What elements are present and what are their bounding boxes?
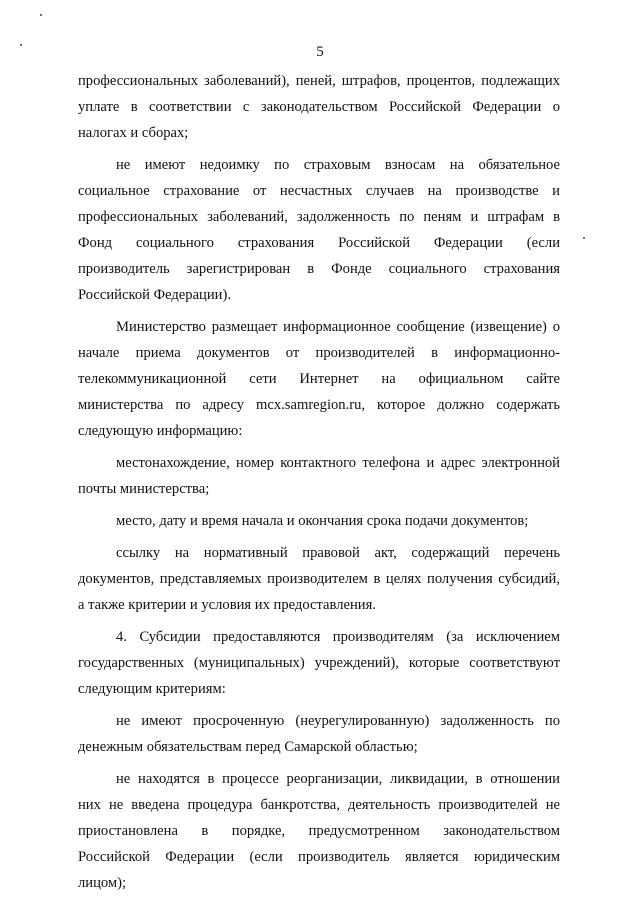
text-line: начале приема документов от производителей в информационно-	[78, 345, 560, 361]
scan-speck	[20, 44, 22, 46]
text-line: документов, представляемых производителем в целях получения субсидий,	[78, 571, 560, 587]
text-line: местонахождение, номер контактного телефона и адрес электронной	[116, 455, 560, 471]
paragraph	[78, 624, 560, 702]
text-line: не находятся в процессе реорганизации, ликвидации, в отношении	[116, 771, 560, 787]
scan-speck	[40, 14, 42, 16]
text-line: них не введена процедура банкротства, деятельность производителей не	[78, 797, 560, 813]
paragraph	[78, 68, 560, 146]
text-line: профессиональных заболеваний, задолженность по пеням и штрафам в	[78, 209, 560, 225]
text-line: производитель зарегистрирован в Фонде социального страхования	[78, 261, 560, 277]
text-line: следующим критериям:	[78, 681, 226, 697]
text-line: телекоммуникационной сети Интернет на официальном сайте	[78, 371, 560, 387]
text-line: место, дату и время начала и окончания срока подачи документов;	[116, 513, 529, 529]
text-line: Российской Федерации).	[78, 287, 231, 303]
text-line: Министерство размещает информационное сообщение (извещение) о	[116, 319, 560, 335]
paragraph	[78, 508, 560, 534]
text-line: почты министерства;	[78, 481, 210, 497]
text-line: Российской Федерации (если производитель является юридическим	[78, 849, 560, 865]
text-line: не имеют недоимку по страховым взносам на обязательное	[116, 157, 560, 173]
text-line: 4. Субсидии предоставляются производителям (за исключением	[116, 629, 560, 645]
text-line: не имеют просроченную (неурегулированную) задолженность по	[116, 713, 560, 729]
text-line: уплате в соответствии с законодательством Российской Федерации о	[78, 99, 560, 115]
text-line: а также критерии и условия их предоставления.	[78, 597, 376, 613]
text-line: приостановлена в порядке, предусмотренном законодательством	[78, 823, 560, 839]
text-line: лицом);	[78, 875, 127, 891]
paragraph	[78, 314, 560, 444]
paragraph	[78, 708, 560, 760]
text-line: налогах и сборах;	[78, 125, 189, 141]
paragraph	[78, 540, 560, 618]
text-line: министерства по адресу mcx.samregion.ru, которое должно содержать	[78, 397, 560, 413]
scan-speck	[583, 237, 585, 239]
text-line: профессиональных заболеваний), пеней, штрафов, процентов, подлежащих	[78, 73, 560, 89]
text-line: следующую информацию:	[78, 423, 243, 439]
page-number: 5	[316, 44, 324, 60]
text-line: ссылку на нормативный правовой акт, содержащий перечень	[116, 545, 560, 561]
text-line: государственных (муниципальных) учреждений), которые соответствуют	[78, 655, 560, 671]
text-line: Фонд социального страхования Российской Федерации (если	[78, 235, 560, 251]
text-line: денежным обязательствам перед Самарской областью;	[78, 739, 418, 755]
paragraph	[78, 450, 560, 502]
document-body	[78, 68, 560, 896]
paragraph	[78, 152, 560, 308]
paragraph	[78, 766, 560, 896]
text-line: социальное страхование от несчастных случаев на производстве и	[78, 183, 560, 199]
